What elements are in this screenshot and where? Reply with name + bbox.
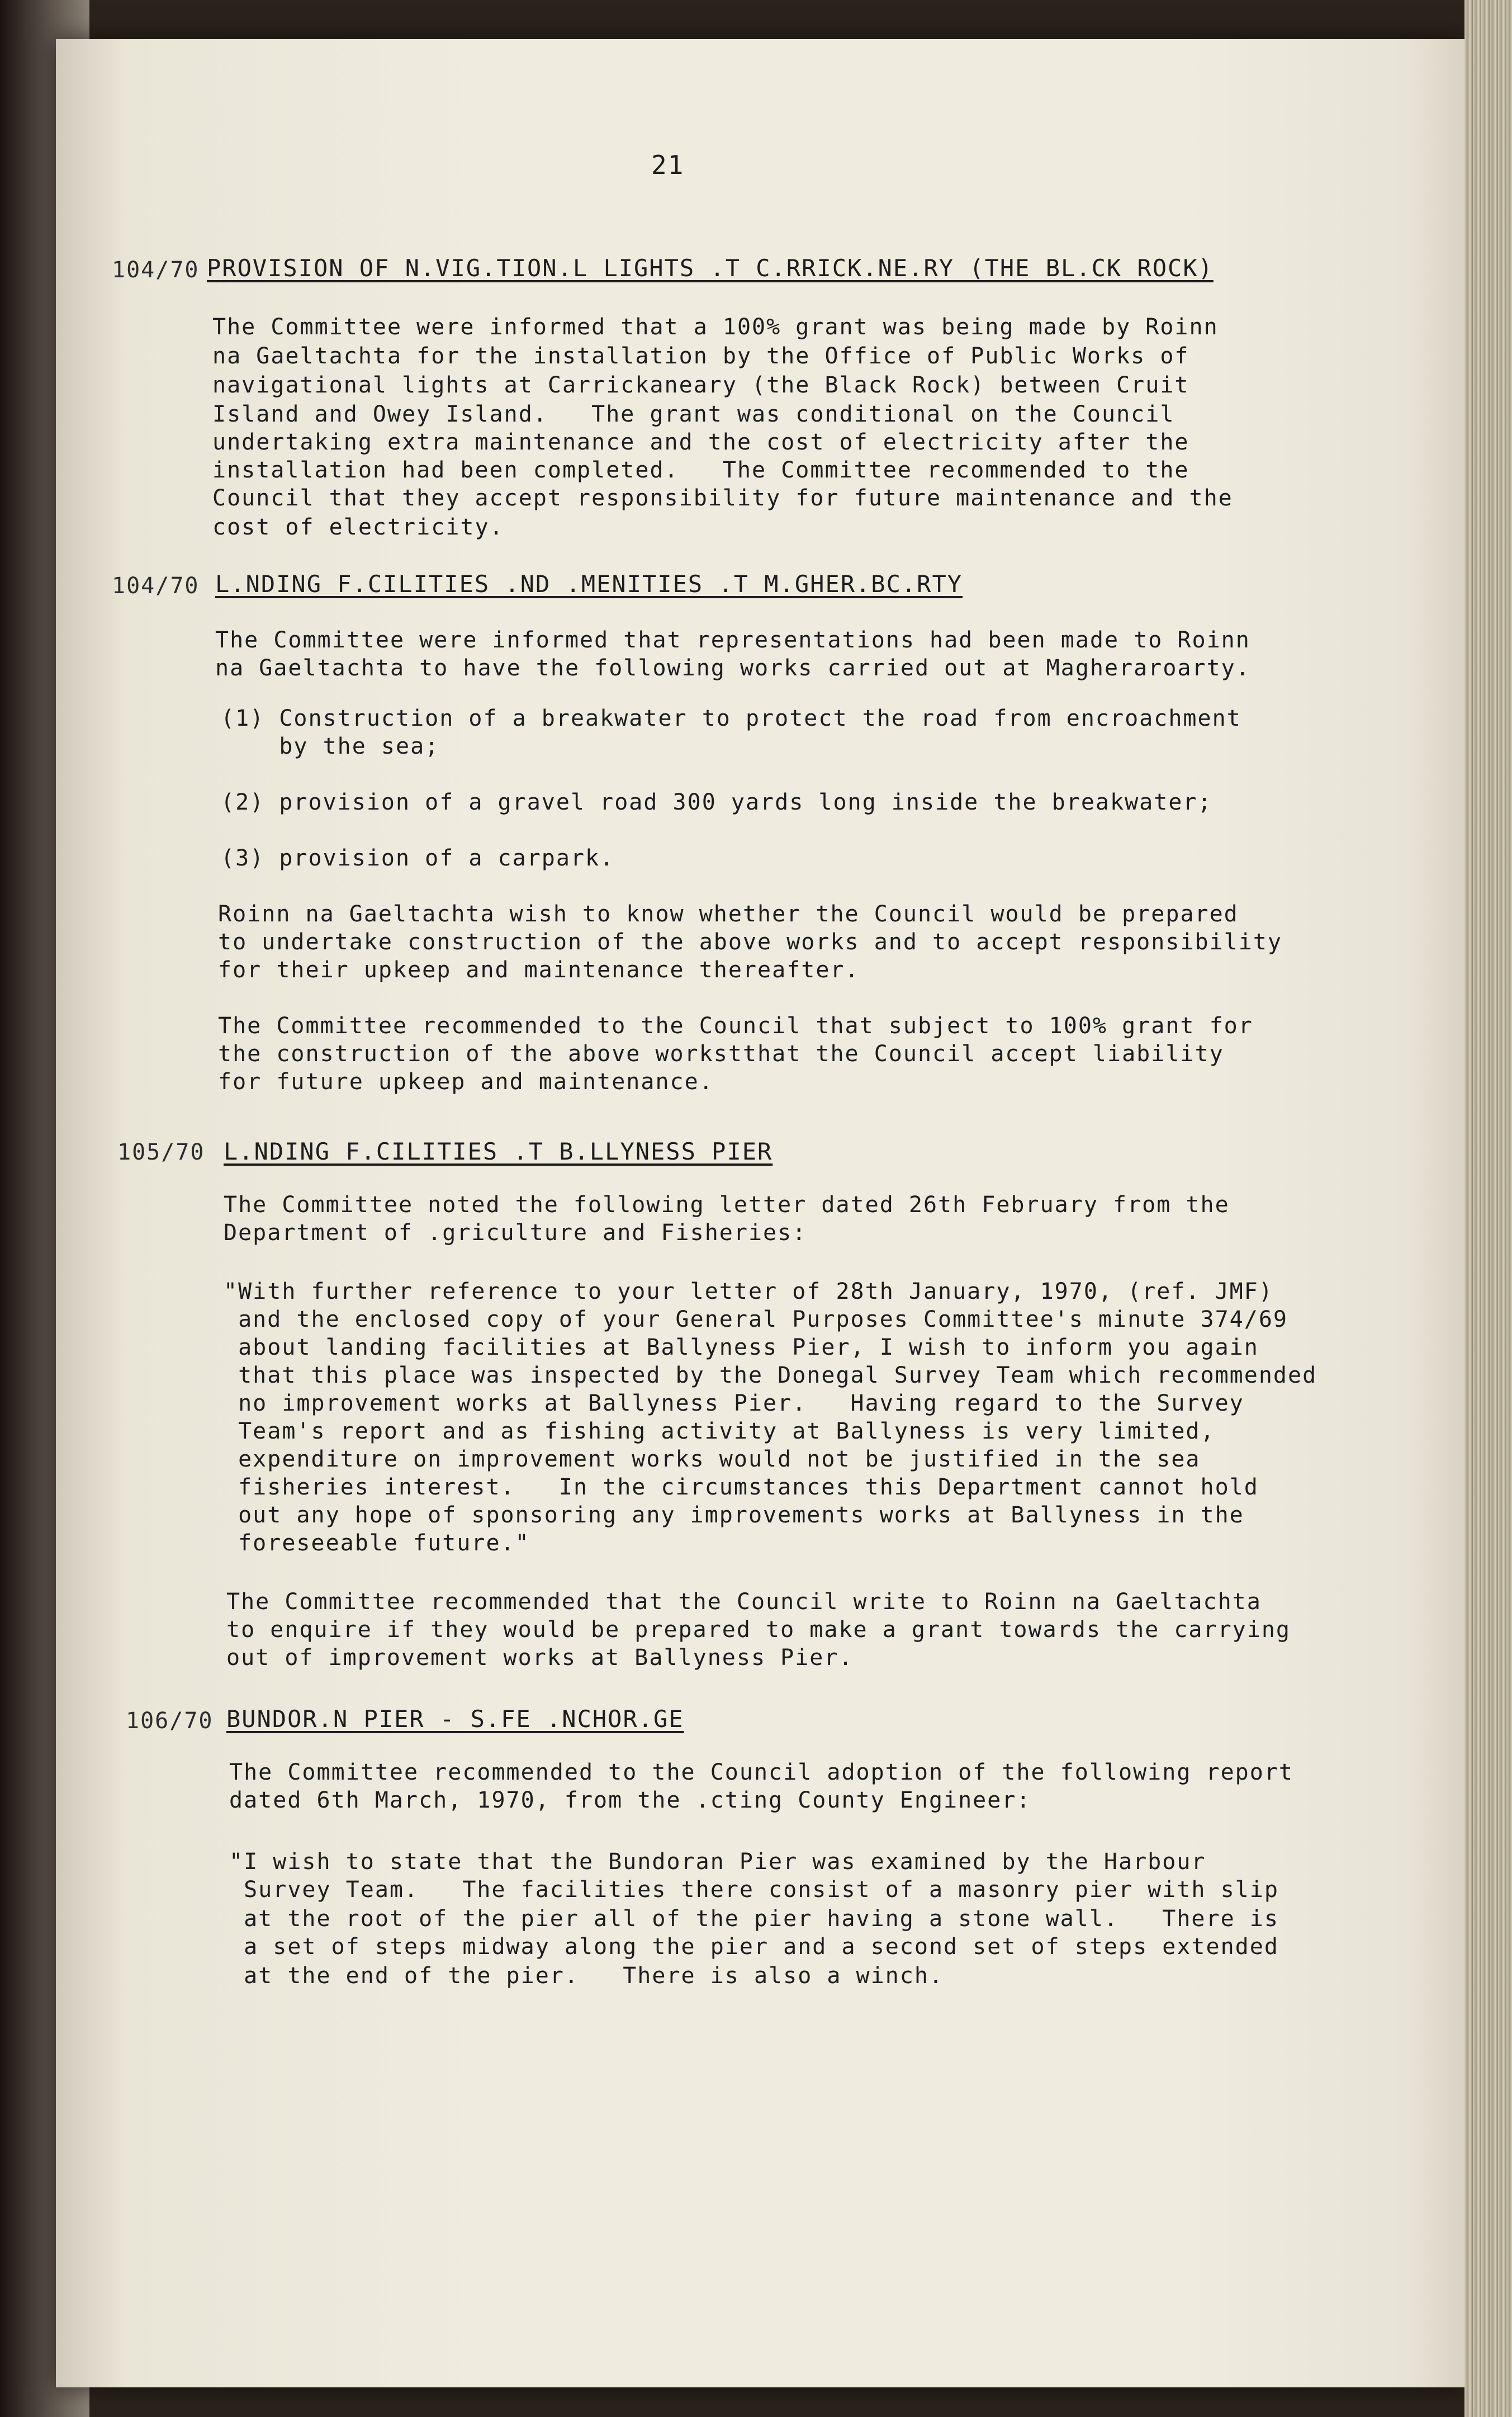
quote-line: at the root of the pier all of the pier having a stone wall. There is [229, 1906, 1279, 1932]
text-line: na Gaeltachta for the installation by the Office of Public Works of [212, 343, 1189, 369]
quote-line: that this place was inspected by the Donegal Survey Team which recommended [224, 1363, 1317, 1388]
text-line: cost of electricity. [212, 514, 504, 540]
text-line: the construction of the above workstthat the Council accept liability [218, 1041, 1224, 1067]
page-stack-edge [1464, 0, 1512, 2417]
section-heading: PROVISION OF N.VIG.TION.L LIGHTS .T C.RRICK.NE.RY (THE BL.CK ROCK) [207, 254, 1214, 282]
quote-line: about landing facilities at Ballyness Pier, I wish to inform you again [224, 1335, 1259, 1360]
text-line: undertaking extra maintenance and the cost of electricity after the [212, 429, 1189, 455]
minute-ref: 105/70 [117, 1139, 205, 1165]
quote-line: a set of steps midway along the pier and a second set of steps extended [229, 1934, 1279, 1960]
quote-line: Team's report and as fishing activity at Ballyness is very limited, [224, 1418, 1215, 1444]
quote-line: Survey Team. The facilities there consist of a masonry pier with slip [229, 1877, 1279, 1903]
quote-line: "With further reference to your letter of 28th January, 1970, (ref. JMF) [224, 1279, 1273, 1304]
text-line: na Gaeltachta to have the following works carried out at Magheraroarty. [215, 655, 1250, 681]
text-line: to undertake construction of the above works and to accept responsibility [218, 929, 1282, 955]
text-line: for their upkeep and maintenance thereafter. [218, 957, 860, 983]
text-line: The Committee recommended that the Council write to Roinn na Gaeltachta [226, 1589, 1262, 1615]
text-line: to enquire if they would be prepared to make a grant towards the carrying [226, 1617, 1291, 1643]
list-item: by the sea; [221, 734, 440, 759]
minute-ref: 104/70 [112, 257, 200, 283]
section-heading: L.NDING F.CILITIES .ND .MENITIES .T M.GHER.BC.RTY [215, 570, 963, 598]
minute-ref: 106/70 [126, 1708, 214, 1734]
text-line: for future upkeep and maintenance. [218, 1069, 714, 1095]
list-item: (3) provision of a carpark. [221, 845, 615, 871]
list-item: (2) provision of a gravel road 300 yards long inside the breakwater; [221, 789, 1212, 815]
text-line: Department of .griculture and Fisheries: [224, 1220, 807, 1246]
quote-line: fisheries interest. In the circumstances this Department cannot hold [224, 1474, 1259, 1500]
section-heading: L.NDING F.CILITIES .T B.LLYNESS PIER [224, 1138, 773, 1165]
text-line: The Committee were informed that a 100% grant was being made by Roinn [212, 314, 1219, 340]
text-line: The Committee recommended to the Council adoption of the following report [229, 1759, 1293, 1785]
quote-line: and the enclosed copy of your General Purposes Committee's minute 374/69 [224, 1307, 1288, 1332]
quote-line: "I wish to state that the Bundoran Pier was examined by the Harbour [229, 1849, 1206, 1875]
text-line: Island and Owey Island. The grant was conditional on the Council [212, 401, 1175, 427]
text-line: Roinn na Gaeltachta wish to know whether the Council would be prepared [218, 901, 1239, 927]
text-line: The Committee were informed that representations had been made to Roinn [215, 627, 1250, 653]
quote-line: at the end of the pier. There is also a winch. [229, 1963, 944, 1989]
quote-line: foreseeable future." [224, 1530, 530, 1556]
page-number: 21 [651, 150, 685, 180]
quote-line: out any hope of sponsoring any improvements works at Ballyness in the [224, 1502, 1244, 1528]
quote-line: expenditure on improvement works would not be justified in the sea [224, 1446, 1201, 1472]
text-line: Council that they accept responsibility for future maintenance and the [212, 485, 1233, 511]
text-line: The Committee recommended to the Council that subject to 100% grant for [218, 1013, 1253, 1039]
text-line: dated 6th March, 1970, from the .cting County Engineer: [229, 1787, 1031, 1813]
section-heading: BUNDOR.N PIER - S.FE .NCHOR.GE [226, 1705, 684, 1733]
text-line: navigational lights at Carrickaneary (the Black Rock) between Cruit [212, 372, 1189, 398]
text-line: The Committee noted the following letter dated 26th February from the [224, 1192, 1230, 1218]
text-line: out of improvement works at Ballyness Pier. [226, 1645, 854, 1671]
list-item: (1) Construction of a breakwater to protect the road from encroachment [221, 706, 1241, 731]
minute-ref: 104/70 [112, 573, 200, 599]
text-line: installation had been completed. The Committee recommended to the [212, 457, 1189, 483]
quote-line: no improvement works at Ballyness Pier. Having regard to the Survey [224, 1390, 1244, 1416]
